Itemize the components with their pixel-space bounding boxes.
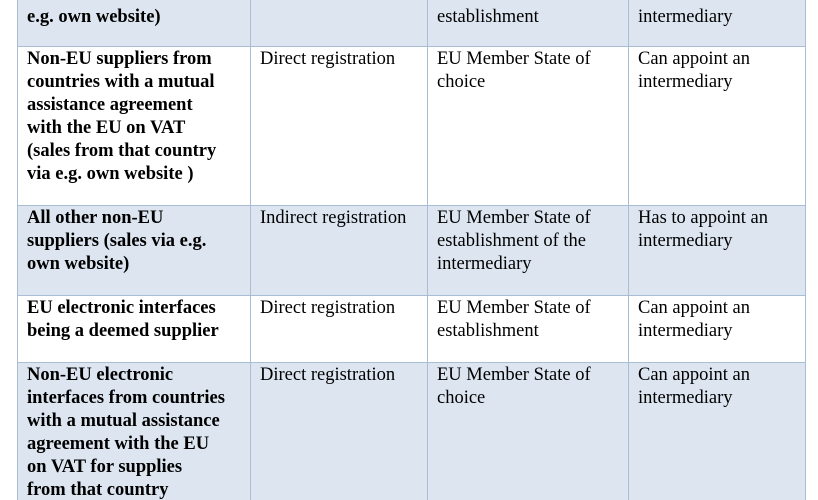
registration-type-cell [251, 47, 428, 206]
cell-line: Has to appoint an [638, 208, 768, 228]
cell-line: Indirect registration [260, 208, 407, 228]
member-state-cell [428, 0, 629, 47]
member-state-cell [428, 47, 629, 206]
supplier-type-cell [18, 206, 251, 296]
cell-line: choice [437, 388, 486, 408]
cell-line: Non-EU electronic [27, 365, 174, 385]
cell-line: intermediary [638, 321, 733, 341]
cell-line: on VAT for supplies [27, 457, 183, 477]
table-row [18, 206, 806, 296]
cell-line: EU Member State of [437, 49, 591, 69]
cell-line: with a mutual assistance [27, 411, 220, 431]
cell-line: Can appoint an [638, 49, 751, 69]
cell-line: establishment [437, 7, 539, 27]
cell-line: own website) [27, 254, 130, 274]
cell-line: choice [437, 72, 486, 92]
cell-line: intermediary [437, 254, 532, 274]
cell-line: with the EU on VAT [27, 118, 186, 138]
table-row [18, 296, 806, 363]
cell-line: Can appoint an [638, 365, 751, 385]
registration-type-cell [251, 363, 428, 500]
cell-line: intermediary [638, 72, 733, 92]
cell-line: All other non-EU [27, 208, 164, 228]
cell-line: agreement with the EU [27, 434, 210, 454]
registration-type-cell [251, 296, 428, 363]
vat-registration-table [17, 0, 806, 500]
cell-line: (sales from that country [27, 141, 217, 161]
table-row [18, 363, 806, 500]
cell-line: countries with a mutual [27, 72, 215, 92]
cell-line: EU Member State of [437, 298, 591, 318]
supplier-type-cell [18, 296, 251, 363]
intermediary-cell [629, 363, 806, 500]
table-row [18, 47, 806, 206]
cell-line: establishment of the [437, 231, 586, 251]
cell-line: via e.g. own website ) [27, 164, 194, 184]
member-state-cell [428, 206, 629, 296]
cell-line: EU Member State of [437, 208, 591, 228]
cell-line: assistance agreement [27, 95, 193, 115]
member-state-cell [428, 363, 629, 500]
cell-line: Can appoint an [638, 298, 751, 318]
registration-type-cell [251, 206, 428, 296]
cell-line: establishment [437, 321, 539, 341]
cell-line: suppliers (sales via e.g. [27, 231, 207, 251]
member-state-cell [428, 296, 629, 363]
supplier-type-cell [18, 47, 251, 206]
intermediary-cell [629, 47, 806, 206]
cell-line: Non-EU suppliers from [27, 49, 212, 69]
intermediary-cell [629, 206, 806, 296]
cell-line: Direct registration [260, 365, 396, 385]
supplier-type-cell [18, 363, 251, 500]
supplier-type-cell [18, 0, 251, 47]
cell-line [260, 0, 419, 6]
cell-line: from that country [27, 480, 169, 500]
cell-line: interfaces from countries [27, 388, 225, 408]
cell-line: intermediary [638, 7, 733, 27]
cell-line: EU electronic interfaces [27, 298, 216, 318]
table-row [18, 0, 806, 47]
registration-type-cell [251, 0, 428, 47]
intermediary-cell [629, 296, 806, 363]
cell-line: EU Member State of [437, 365, 591, 385]
cell-line: Direct registration [260, 298, 396, 318]
cell-line: being a deemed supplier [27, 321, 219, 341]
intermediary-cell [629, 0, 806, 47]
cell-line: intermediary [638, 388, 733, 408]
cell-line: Direct registration [260, 49, 396, 69]
cell-line: intermediary [638, 231, 733, 251]
cell-line: e.g. own website) [27, 7, 161, 27]
